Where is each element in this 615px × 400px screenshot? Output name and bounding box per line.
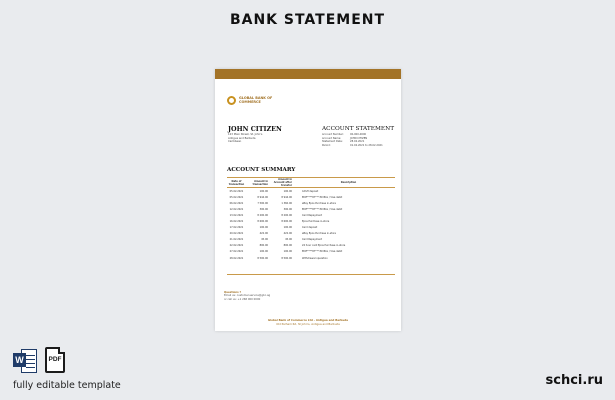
header-balance: Amount in Account after transfer	[273, 178, 292, 187]
header-description: Description	[340, 181, 357, 184]
cell-balance: 45.00	[285, 238, 292, 242]
questions-email: Email us: customer.service@gbc.ag	[224, 294, 271, 298]
detail-value: 00-000-0000	[350, 133, 367, 136]
cell-date: 12.02.2021	[229, 207, 244, 211]
cell-amount: 7 500.00	[257, 201, 268, 205]
cell-date: 27.02.2021	[229, 250, 244, 254]
customer-name: JOHN CITIZEN	[228, 125, 282, 133]
document-top-bar	[215, 69, 401, 79]
cell-date: 06.02.2021	[229, 201, 244, 205]
cell-balance: 100.00	[283, 250, 292, 254]
cell-amount: 8 600.00	[257, 220, 268, 224]
cell-date: 20.02.2021	[229, 232, 244, 236]
cell-balance: 422.00	[283, 232, 292, 236]
cell-description: Card deposit	[302, 226, 318, 230]
cell-description: EDIF****87*** PAYPAL / Visa debit	[302, 195, 343, 199]
bank-logo-text: GLOBAL BANK OF COMMERCE	[239, 95, 273, 104]
cell-description: CASH deposit	[302, 189, 319, 193]
cell-amount: 422.00	[259, 232, 268, 236]
cell-balance: 8 944.00	[281, 195, 292, 199]
detail-value: 01.02.2021 to 28.02.2021	[350, 144, 383, 148]
cell-date: 28.02.2021	[229, 256, 244, 260]
cell-amount: 45.00	[261, 238, 268, 242]
table-bottom-rule	[227, 274, 395, 275]
footer-address: Old Parham Rd, St John's, Antigua and Barbuda	[276, 321, 340, 326]
summary-heading: ACCOUNT SUMMARY	[227, 167, 296, 173]
cell-description: Card Repayment	[302, 213, 323, 217]
cell-amount: 800.00	[259, 244, 268, 248]
cell-description: EDIF****87*** PAYPAL / Visa debit	[302, 207, 343, 211]
address-line: Caribbean	[228, 140, 242, 144]
cell-amount: 8 200.00	[257, 213, 268, 217]
word-badge: W	[13, 353, 26, 367]
cell-date: 16.02.2021	[229, 220, 244, 224]
statement-document	[215, 69, 401, 331]
questions-heading: Questions ?	[224, 291, 242, 294]
cell-amount: 100.00	[259, 250, 268, 254]
cell-date: 13.02.2021	[229, 213, 244, 217]
site-brand: schci.ru	[545, 373, 603, 388]
bank-logo	[227, 96, 273, 105]
cell-balance: 8 500.00	[281, 256, 292, 260]
cell-date: 22.02.2021	[229, 244, 244, 248]
file-format-icons	[13, 347, 67, 375]
cell-balance: 300.00	[283, 207, 292, 211]
detail-label: Statement Date:	[322, 140, 343, 144]
table-body	[227, 188, 395, 261]
cell-balance: 100.00	[283, 189, 292, 193]
cell-date: 17.02.2021	[229, 226, 244, 230]
cell-date: 05.02.2021	[229, 189, 244, 193]
page-title: BANK STATEMENT	[229, 12, 386, 28]
footer-bank-name: Global Bank of Commerce Ltd - Antigua and Barbuda	[268, 318, 348, 322]
detail-label: Account Number:	[322, 133, 344, 136]
globe-icon	[227, 96, 236, 105]
cell-description: Withdrawal operation	[302, 256, 328, 260]
cell-balance: 800.00	[283, 244, 292, 248]
cell-amount: 100.00	[259, 189, 268, 193]
cell-balance: 8 200.00	[281, 213, 292, 217]
cell-amount: 100.00	[259, 226, 268, 230]
cell-amount: 8 944.00	[257, 195, 268, 199]
statement-title: ACCOUNT STATEMENT	[322, 126, 395, 132]
cell-balance: 100.00	[283, 226, 292, 230]
questions-phone: or call us: +1 268 000 0000	[224, 297, 261, 301]
detail-row	[322, 144, 392, 148]
cell-description: 24 hour card Epos Purchase in-store	[302, 244, 346, 248]
cell-amount: 8 500.00	[257, 256, 268, 260]
table-header	[227, 178, 395, 187]
address-line: Antigua and Barbuda	[228, 136, 256, 140]
cell-description: Card Repayment	[302, 238, 323, 242]
document-footer	[215, 319, 401, 326]
cell-description: Epos Purchase in-store	[302, 220, 330, 224]
cell-description: eBay Epos Purchase in-store	[302, 232, 336, 236]
statement-details	[322, 133, 392, 148]
cell-description: EDIF****87*** PAYPAL / Visa debit	[302, 250, 343, 254]
transactions-table	[227, 177, 395, 275]
pdf-label: PDF	[48, 356, 62, 363]
pdf-document-icon	[45, 347, 67, 375]
detail-value: JOHN CITIZEN	[350, 136, 368, 140]
detail-label: Period:	[322, 144, 331, 148]
customer-address	[228, 133, 298, 144]
template-caption: fully editable template	[13, 380, 121, 391]
word-document-icon	[13, 347, 37, 375]
detail-label: Account Name:	[322, 136, 342, 140]
cell-description: eBay Epos Purchase in-store	[302, 201, 336, 205]
cell-balance: 1 360.00	[281, 201, 292, 205]
cell-date: 05.02.2021	[229, 195, 244, 199]
questions-block	[224, 291, 270, 301]
address-line: 123 Main Street, St. John's	[228, 133, 263, 136]
header-amount: Amount in transaction	[252, 179, 268, 186]
detail-value: 28.02.2021	[350, 140, 365, 144]
cell-balance: 8 600.00	[281, 220, 292, 224]
cell-date: 21.02.2021	[229, 238, 244, 242]
header-date: Date of transaction	[228, 179, 245, 186]
cell-amount: 300.00	[259, 207, 268, 211]
